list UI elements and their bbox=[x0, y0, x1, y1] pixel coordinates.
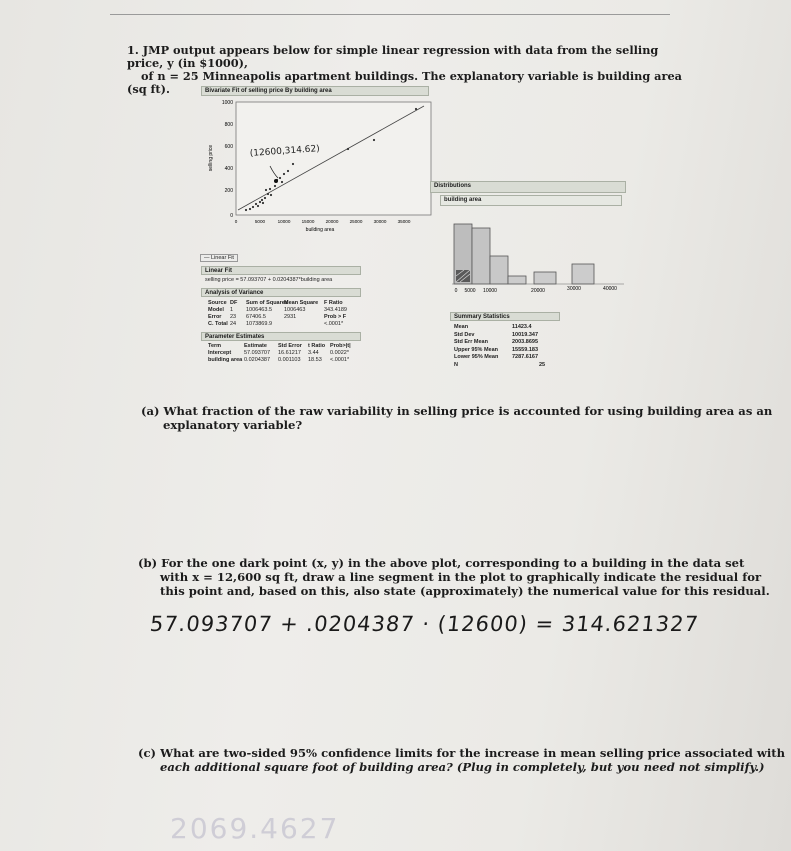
part-a-label: (a) bbox=[141, 404, 160, 418]
x-axis-label: building area bbox=[305, 227, 335, 233]
part-b-label: (b) bbox=[138, 556, 158, 570]
y-axis-label: selling price bbox=[208, 144, 214, 172]
part-c-line1: What are two-sided 95% confidence limits for the increase in mean selling price associated with bbox=[160, 746, 786, 760]
y-tick: 200 bbox=[224, 188, 233, 194]
x-tick: 30000 bbox=[373, 219, 387, 224]
table-row: Std Err Mean 2003.8695 bbox=[454, 339, 538, 345]
x-tick: 0 bbox=[234, 219, 238, 224]
summary-bar[interactable] bbox=[450, 312, 560, 321]
part-b-line3: this point and, based on this, also state (approximately) the numerical value for this residual. bbox=[160, 584, 770, 598]
table-row: building area 0.0204387 0.001103 18.53 <.0001* bbox=[208, 357, 350, 363]
distributions-title: Distributions bbox=[434, 183, 471, 189]
hist-tick: 40000 bbox=[603, 286, 617, 292]
part-b-line1: For the one dark point (x, y) in the above plot, corresponding to a building in the data set bbox=[161, 556, 745, 570]
x-tick: 15000 bbox=[301, 219, 315, 224]
part-a bbox=[141, 404, 772, 432]
table-row: Error 23 67406.5 2931 Prob > F bbox=[208, 314, 347, 320]
param-title: Parameter Estimates bbox=[205, 334, 265, 340]
part-c bbox=[138, 746, 785, 774]
bleed-through-text: 2069.4627 bbox=[170, 812, 340, 845]
question-line-2: of n = 25 Minneapolis apartment buildings. The explanatory variable is building area (sq ft). bbox=[127, 69, 682, 96]
handwritten-point-label: (12600,314.62) bbox=[249, 144, 321, 159]
y-tick: 1000 bbox=[221, 100, 233, 106]
x-tick: 20000 bbox=[325, 219, 339, 224]
hist-tick: 0 bbox=[454, 288, 458, 294]
table-row: Std Dev 10019.347 bbox=[454, 331, 538, 338]
param-header: Term Estimate Std Error t Ratio Prob>|t| bbox=[208, 343, 351, 349]
part-a-line2: explanatory variable? bbox=[163, 418, 303, 432]
anova-table bbox=[208, 300, 378, 327]
regression-equation: selling price = 57.093707 + 0.0204387*building area bbox=[205, 277, 333, 283]
table-row: Upper 95% Mean 15559.183 bbox=[454, 346, 538, 353]
table-row: Intercept 57.093707 16.61217 3.44 0.0022* bbox=[208, 350, 349, 356]
part-c-line2: each additional square foot of building area? (Plug in completely, but you need not simplify.) bbox=[160, 760, 765, 774]
hist-bar bbox=[534, 272, 556, 284]
x-tick: 5000 bbox=[254, 219, 266, 224]
dark-point bbox=[274, 179, 278, 183]
hist-tick: 30000 bbox=[567, 286, 581, 292]
table-row: Lower 95% Mean 7287.6167 bbox=[454, 354, 538, 360]
param-bar[interactable] bbox=[201, 332, 361, 341]
linear-fit-bar[interactable] bbox=[201, 266, 361, 275]
dist-var-title: building area bbox=[444, 197, 482, 203]
table-row: N 25 bbox=[454, 361, 546, 368]
hist-bar bbox=[508, 276, 526, 284]
part-b bbox=[138, 556, 770, 598]
y-tick: 800 bbox=[224, 122, 233, 128]
bivariate-title: Bivariate Fit of selling price By building area bbox=[205, 88, 332, 94]
table-row: Model 1 1006463.5 1006463 343.4189 bbox=[208, 307, 347, 313]
part-b-line2: with x = 12,600 sq ft, draw a line segment in the plot to graphically indicate the residual for bbox=[160, 570, 762, 584]
x-tick: 25000 bbox=[349, 219, 363, 224]
x-tick: 10000 bbox=[277, 219, 291, 224]
question-line-1: JMP output appears below for simple linear regression with data from the selling price, y (in $1000), bbox=[127, 43, 659, 70]
hist-tick: 5000 bbox=[464, 288, 476, 294]
anova-bar[interactable] bbox=[201, 288, 361, 297]
dist-var-bar[interactable] bbox=[440, 195, 622, 206]
table-row: C. Total 24 1073869.9 <.0001* bbox=[208, 321, 344, 327]
y-tick: 600 bbox=[224, 144, 233, 150]
bivariate-title-bar[interactable] bbox=[201, 86, 429, 96]
question-number: 1. bbox=[127, 43, 139, 57]
part-c-label: (c) bbox=[138, 746, 157, 760]
scatter-plot bbox=[198, 96, 438, 246]
distributions-bar[interactable] bbox=[430, 181, 626, 193]
handwritten-answer-b: 57.093707 + .0204387 · (12600) = 314.621327 bbox=[148, 612, 701, 636]
y-tick: 0 bbox=[230, 213, 233, 219]
x-tick: 35000 bbox=[397, 219, 411, 224]
histogram bbox=[448, 210, 628, 300]
top-rule bbox=[110, 14, 670, 15]
anova-title: Analysis of Variance bbox=[205, 290, 264, 296]
anova-header: Source DF Sum of SquaresMean Square F Ratio bbox=[208, 300, 343, 306]
param-table bbox=[208, 343, 378, 363]
hist-tick: 20000 bbox=[531, 288, 545, 294]
hist-tick: 10000 bbox=[483, 288, 497, 294]
hist-bar bbox=[490, 256, 508, 284]
table-row: Mean 11423.4 bbox=[454, 324, 532, 330]
part-a-line1: What fraction of the raw variability in selling price is accounted for using building area as an bbox=[163, 404, 773, 418]
summary-table bbox=[454, 324, 554, 368]
hist-bar bbox=[472, 228, 490, 284]
y-tick: 400 bbox=[224, 166, 233, 172]
summary-title: Summary Statistics bbox=[454, 314, 510, 320]
linear-fit-title: Linear Fit bbox=[205, 268, 233, 274]
hist-bar bbox=[572, 264, 594, 284]
legend[interactable]: — Linear Fit bbox=[200, 254, 238, 262]
legend-label: Linear Fit bbox=[211, 255, 234, 261]
